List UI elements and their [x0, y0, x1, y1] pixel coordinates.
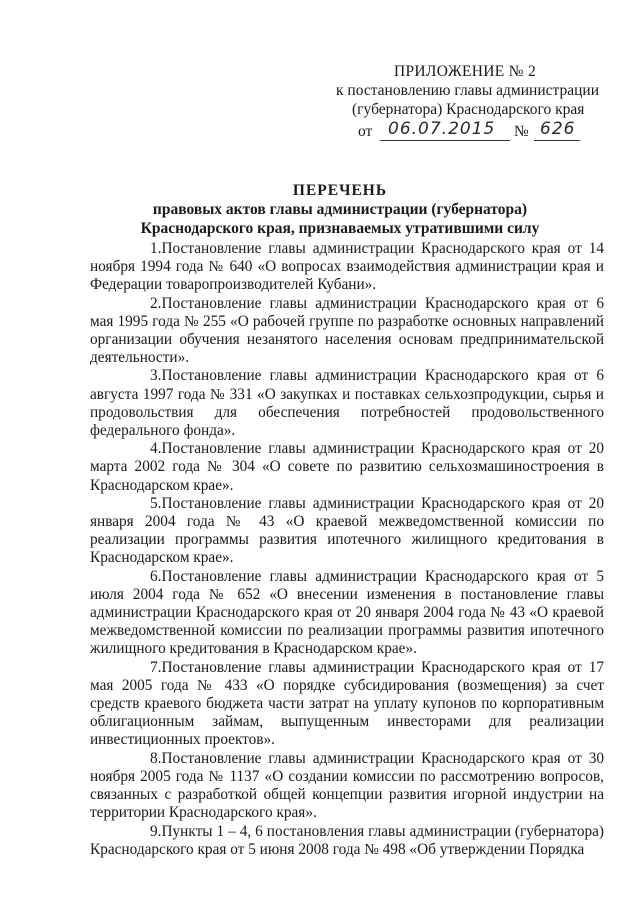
item-text: Постановление главы администрации Краснодарского края от 17 мая 2005 года № 433 «О порядке субсидирования (возмещения) за счет средств краевого бюджета части затрат на уплату купонов по корпоративным облигационным займам, выпущенным инвесторами для реализации инвестиционных проектов». — [90, 658, 604, 749]
appendix-line-2: (губернатора) Краснодарского края — [352, 101, 585, 118]
item-text: Постановление главы администрации Краснодарского края от 6 августа 1997 года № 331 «О закупках и поставках сельхозпродукции, сырья и продовольствия для обеспечения потребностей продовольственного федерального фонда». — [90, 367, 604, 440]
document-title — [100, 181, 580, 238]
list-item — [90, 659, 604, 750]
item-number: 3. — [150, 367, 162, 385]
item-number: 6. — [150, 567, 162, 585]
list-item — [90, 750, 604, 823]
title-line-2: правовых актов главы администрации (губернатора) — [152, 201, 528, 218]
item-number: 7. — [150, 658, 162, 676]
handwritten-date: 06.07.2015 — [388, 119, 496, 139]
item-number: 1. — [150, 240, 162, 257]
item-text: Постановление главы администрации Краснодарского края от 5 июля 2004 года № 652 «О внесении изменения в постановление главы администрации Краснодарского края от 20 января 2004 года № 43 «О краевой межведомственной комиссии по реализации программы развития ипотечного жилищного кредитования в Краснодарском крае». — [90, 567, 604, 658]
item-number: 8. — [150, 749, 162, 767]
number-label: № — [514, 123, 529, 140]
number-field — [534, 120, 580, 141]
item-text: Пункты 1 – 4, 6 постановления главы администрации (губернатора) Краснодарского края от 5 июня 2008 года № 498 «Об утверждении Порядка — [90, 822, 604, 858]
title-line-3: Краснодарского края, признаваемых утратившими силу — [140, 220, 540, 237]
list-item — [90, 367, 604, 440]
acts-list — [90, 240, 604, 859]
item-text: Постановление главы администрации Краснодарского края от 14 ноября 1994 года № 640 «О вопросах взаимодействия администрации края и Федерации товаропроизводителей Кубани». — [90, 240, 604, 294]
item-number: 9. — [150, 822, 162, 840]
appendix-signature-line — [336, 120, 606, 142]
item-text: Постановление главы администрации Краснодарского края от 20 января 2004 года № 43 «О краевой межведомственной комиссии по реализации программы развития ипотечного жилищного кредитования в Краснодарском крае». — [90, 494, 604, 567]
handwritten-number: 626 — [540, 119, 576, 139]
from-label: от — [358, 123, 373, 140]
item-text: Постановление главы администрации Краснодарского края от 20 марта 2002 года № 304 «О совете по развитию сельхозмашиностроения в Краснодарском крае». — [90, 440, 604, 494]
list-item — [90, 495, 604, 568]
list-item — [90, 440, 604, 495]
item-number: 4. — [150, 440, 162, 458]
appendix-title: ПРИЛОЖЕНИЕ № 2 — [394, 63, 537, 80]
item-number: 5. — [150, 494, 162, 512]
item-number: 2. — [150, 294, 162, 312]
list-item — [90, 240, 604, 295]
appendix-line-1: к постановлению главы администрации — [336, 82, 599, 99]
list-item — [90, 568, 604, 659]
date-field — [380, 120, 510, 141]
item-text: Постановление главы администрации Краснодарского края от 6 мая 1995 года № 255 «О рабочей группе по разработке основных направлений организации обучения незанятого населения основам предпринимательской деятельности». — [90, 294, 604, 367]
title-main: ПЕРЕЧЕНЬ — [292, 182, 388, 199]
appendix-header — [336, 62, 606, 142]
list-item — [90, 823, 604, 859]
list-item — [90, 295, 604, 368]
item-text: Постановление главы администрации Краснодарского края от 30 ноября 2005 года № 1137 «О создании комиссии по рассмотрению вопросов, связанных с разработкой общей концепции развития игорной индустрии на территории Краснодарского края». — [90, 749, 604, 822]
